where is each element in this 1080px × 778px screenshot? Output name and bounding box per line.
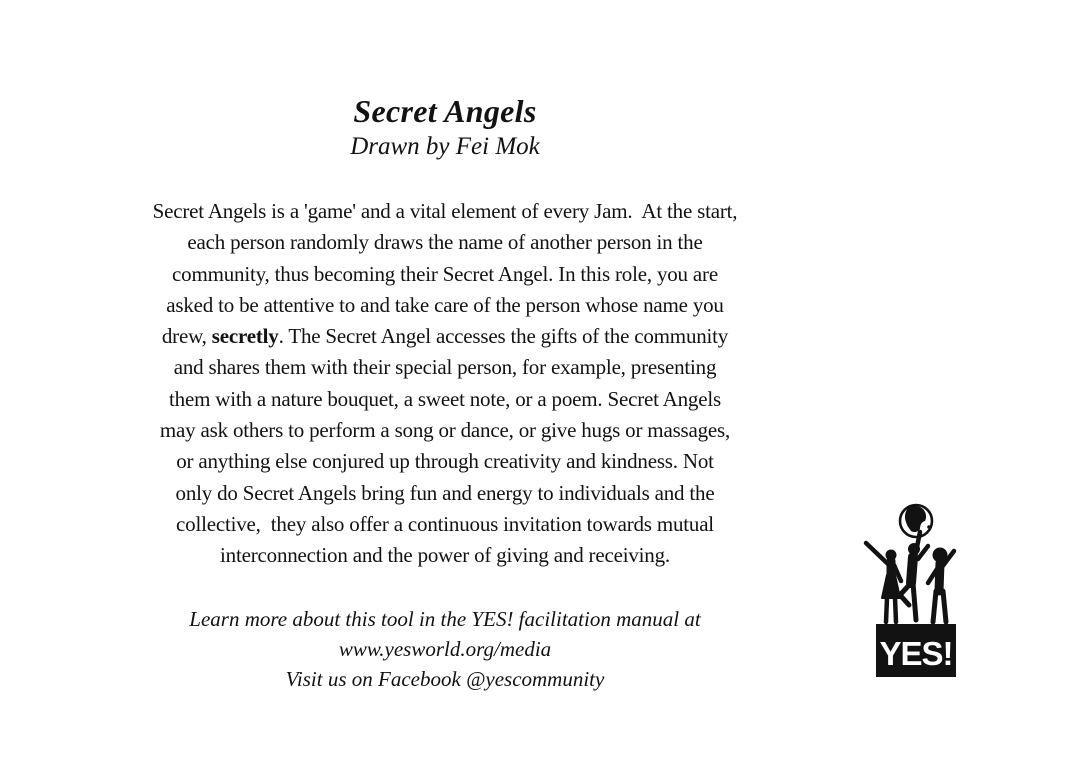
footer-url: www.yesworld.org/media (338, 636, 552, 661)
paragraph-line: collective, they also offer a continuous invitation towards mutual (176, 511, 714, 536)
paragraph-line: community, thus becoming their Secret Angel. In this role, you are (172, 261, 718, 286)
footer-line: Learn more about this tool in the YES! facilitation manual at (189, 606, 701, 631)
paragraph-line: them with a nature bouquet, a sweet note, or a poem. Secret Angels (169, 386, 721, 411)
paragraph-line-with-bold (95, 321, 795, 352)
yes-logo-label: YES! (879, 635, 953, 672)
yes-logo-graphic (858, 501, 962, 681)
paragraph-line: only do Secret Angels bring fun and energy to individuals and the (175, 480, 715, 505)
description-paragraph (95, 196, 795, 572)
footer-note (95, 604, 795, 694)
dancers-icon (866, 532, 954, 622)
yes-logo (858, 501, 962, 681)
paragraph-line: and shares them with their special person, for example, presenting (173, 355, 717, 380)
content-column (95, 90, 795, 694)
paragraph-line: interconnection and the power of giving and receiving. (220, 543, 670, 568)
globe-icon (900, 505, 932, 537)
paragraph-text: drew, (161, 324, 212, 349)
page-title: Secret Angels (353, 93, 537, 129)
paragraph-line: may ask others to perform a song or dance, or give hugs or massages, (159, 418, 731, 443)
bold-word: secretly (211, 324, 279, 349)
paragraph-text: . The Secret Angel accesses the gifts of the community (278, 324, 729, 349)
paragraph-line: Secret Angels is a 'game' and a vital element of every Jam. At the start, (152, 199, 738, 223)
footer-facebook-line: Visit us on Facebook @yescommunity (285, 666, 605, 691)
paragraph-line: each person randomly draws the name of another person in the (187, 230, 703, 255)
paragraph-line: asked to be attentive to and take care of the person whose name you (166, 292, 724, 317)
paragraph-line: or anything else conjured up through creativity and kindness. Not (176, 449, 714, 474)
page-subtitle: Drawn by Fei Mok (350, 133, 540, 160)
